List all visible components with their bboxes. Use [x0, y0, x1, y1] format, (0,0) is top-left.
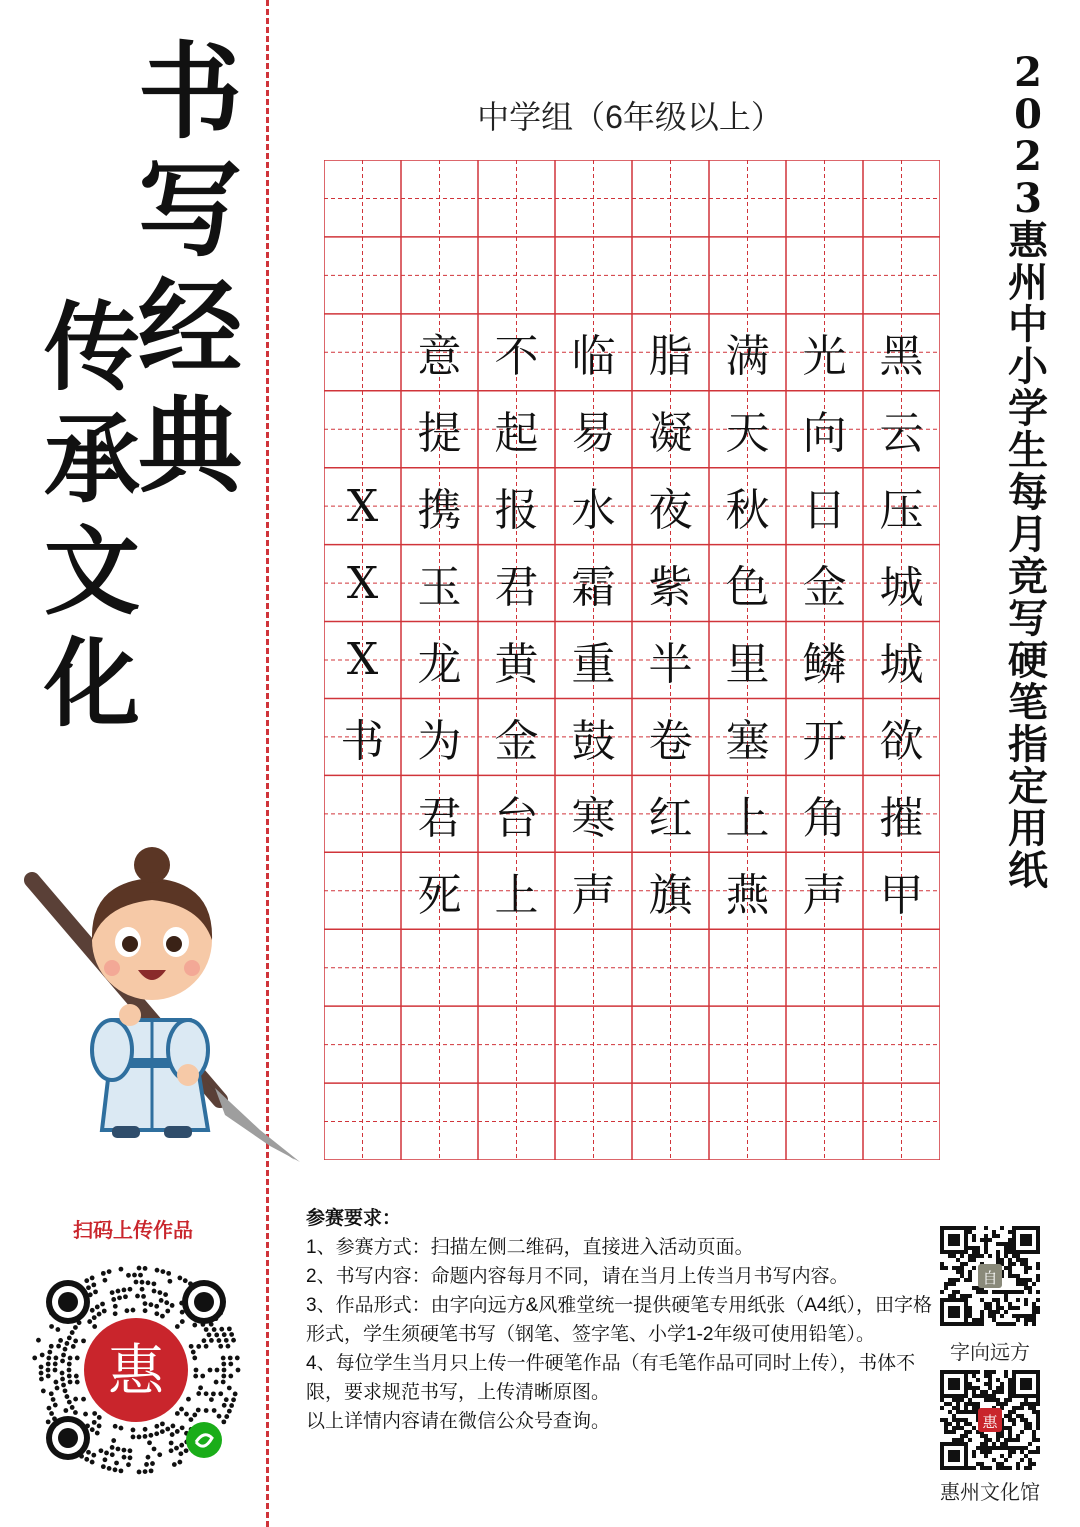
grid-character: 摧: [879, 792, 924, 844]
requirement-item: 以上详情内容请在微信公众号查询。: [306, 1411, 611, 1432]
slogan-char: 写: [138, 148, 243, 271]
grid-character: 声: [802, 869, 847, 921]
requirement-item: 2、书写内容：命题内容每月不同，请在当月上传当月书写内容。: [306, 1266, 849, 1287]
slogan-char: 承: [44, 403, 140, 516]
vertical-title-char: 3: [1014, 175, 1042, 222]
grid-character: 为: [417, 715, 462, 767]
grid-character: 卷: [648, 715, 693, 767]
vertical-title-char: 中: [1008, 301, 1048, 348]
grid-character: 临: [571, 331, 616, 383]
vertical-title-char: 小: [1008, 343, 1048, 390]
grid-character: 秋: [725, 485, 770, 537]
grid-character: 君: [494, 562, 539, 614]
grid-character: 黑: [879, 331, 924, 383]
vertical-title-char: 惠: [1008, 217, 1048, 264]
requirement-item: 3、作品形式：由字向远方&风雅堂统一提供硬笔专用纸张（A4纸），田字格形式，学生须硬笔书写（钢笔、签字笔、小学1-2年级可使用铅笔）。: [306, 1295, 932, 1345]
vertical-title-char: 写: [1008, 595, 1048, 642]
qr-center-label: 惠: [108, 1339, 164, 1404]
grid-character: 寒: [571, 792, 616, 844]
grid-character: 天: [725, 408, 770, 460]
grid-character: 起: [494, 408, 539, 460]
grid-character: 云: [879, 408, 924, 460]
contest-requirements: [306, 1204, 932, 1436]
requirement-item: 4、每位学生当月只上传一件硬笔作品（有毛笔作品可同时上传），书体不限，要求规范书写，上传清晰原图。: [306, 1353, 916, 1403]
vertical-title-char: 每: [1008, 469, 1048, 516]
slogan-char: 文: [44, 515, 140, 628]
wechat-mini-program-icon: [186, 1422, 222, 1458]
vertical-title-char: 学: [1008, 385, 1048, 432]
scan-upload-label: 扫码上传作品: [73, 1220, 193, 1242]
grid-character: 半: [648, 638, 693, 690]
grid-character: X: [346, 557, 379, 609]
grid-character: X: [346, 634, 379, 686]
grid-character: 脂: [648, 331, 693, 383]
grid-character: 角: [802, 792, 847, 844]
slogan-calligraphy-2: [44, 291, 140, 740]
cut-dashed-line: [266, 0, 269, 1527]
child-scholar-illustration: [20, 830, 310, 1170]
grid-character: 欲: [879, 715, 924, 767]
slogan-char: 典: [138, 384, 243, 507]
mini-program-qr-code[interactable]: [28, 1262, 244, 1478]
tianzige-writing-grid: [324, 160, 940, 1160]
grid-character: 压: [879, 485, 924, 537]
grid-character: 色: [725, 562, 770, 614]
grid-character: 霜: [571, 562, 616, 614]
group-title: 中学组（6年级以上）: [477, 99, 783, 135]
grid-character: 不: [494, 331, 539, 383]
grid-character: 红: [648, 792, 693, 844]
vertical-title-char: 用: [1008, 805, 1048, 852]
vertical-title-char: 纸: [1008, 847, 1048, 894]
vertical-title-char: 指: [1008, 721, 1048, 768]
grid-character: 燕: [725, 869, 770, 921]
grid-character: 书: [340, 715, 385, 767]
slogan-char: 经: [138, 266, 243, 389]
grid-character: 凝: [648, 408, 693, 460]
grid-character: 声: [571, 869, 616, 921]
vertical-title-char: 2: [1014, 133, 1042, 180]
vertical-title-char: 0: [1014, 91, 1042, 138]
vertical-title-char: 笔: [1008, 679, 1048, 726]
grid-character: 龙: [417, 638, 462, 690]
grid-character: 黄: [494, 638, 539, 690]
qr-label-ziXiangYuanFang: 字向远方: [950, 1342, 1030, 1364]
grid-character: 满: [725, 331, 770, 383]
grid-character: 提: [417, 408, 462, 460]
grid-character: 携: [417, 485, 462, 537]
qr-code-huizhou-culture-center[interactable]: [940, 1370, 1040, 1470]
grid-character: 报: [494, 485, 539, 537]
grid-character: 塞: [725, 715, 770, 767]
grid-character: 鼓: [571, 715, 616, 767]
grid-character: 上: [725, 792, 770, 844]
grid-character: 金: [494, 715, 539, 767]
vertical-title-char: 州: [1008, 259, 1048, 306]
grid-character: 君: [417, 792, 462, 844]
vertical-page-title: [994, 49, 1062, 894]
vertical-title-char: 竞: [1008, 553, 1048, 600]
grid-character: 重: [571, 638, 616, 690]
grid-character: 鳞: [802, 638, 847, 690]
qr-label-huizhou-culture-center: 惠州文化馆: [940, 1482, 1040, 1504]
grid-character: 甲: [879, 869, 924, 921]
vertical-title-char: 月: [1008, 511, 1048, 558]
vertical-title-char: 硬: [1008, 637, 1048, 684]
grid-character: 水: [571, 485, 616, 537]
qr-center-label: 自: [982, 1269, 998, 1287]
qr-code-ziXiangYuanFang[interactable]: [940, 1226, 1040, 1326]
grid-character: 旗: [648, 869, 693, 921]
vertical-title-char: 定: [1008, 763, 1048, 810]
grid-character: 夜: [648, 485, 693, 537]
grid-character: 意: [417, 331, 462, 383]
grid-character: 上: [494, 869, 539, 921]
requirement-item: 1、参赛方式：扫描左侧二维码，直接进入活动页面。: [306, 1237, 754, 1258]
grid-character: 死: [417, 869, 462, 921]
grid-character: 日: [802, 485, 847, 537]
vertical-title-char: 2: [1014, 49, 1042, 96]
grid-character: X: [346, 480, 379, 532]
grid-character: 城: [879, 638, 924, 690]
grid-character: 易: [571, 408, 616, 460]
qr-center-label: 惠: [982, 1413, 998, 1431]
grid-character: 开: [802, 715, 847, 767]
slogan-calligraphy-1: [138, 30, 243, 507]
requirements-title: 参赛要求：: [306, 1208, 402, 1229]
vertical-title-char: 生: [1008, 427, 1048, 474]
grid-character: 玉: [417, 562, 462, 614]
grid-character: 台: [494, 792, 539, 844]
slogan-char: 化: [44, 627, 140, 740]
grid-character: 向: [802, 408, 847, 460]
grid-character: 城: [879, 562, 924, 614]
slogan-char: 书: [138, 30, 243, 153]
grid-character: 紫: [648, 562, 693, 614]
grid-character: 金: [802, 562, 847, 614]
slogan-char: 传: [44, 291, 140, 404]
grid-character: 里: [725, 638, 770, 690]
grid-character: 光: [802, 331, 847, 383]
